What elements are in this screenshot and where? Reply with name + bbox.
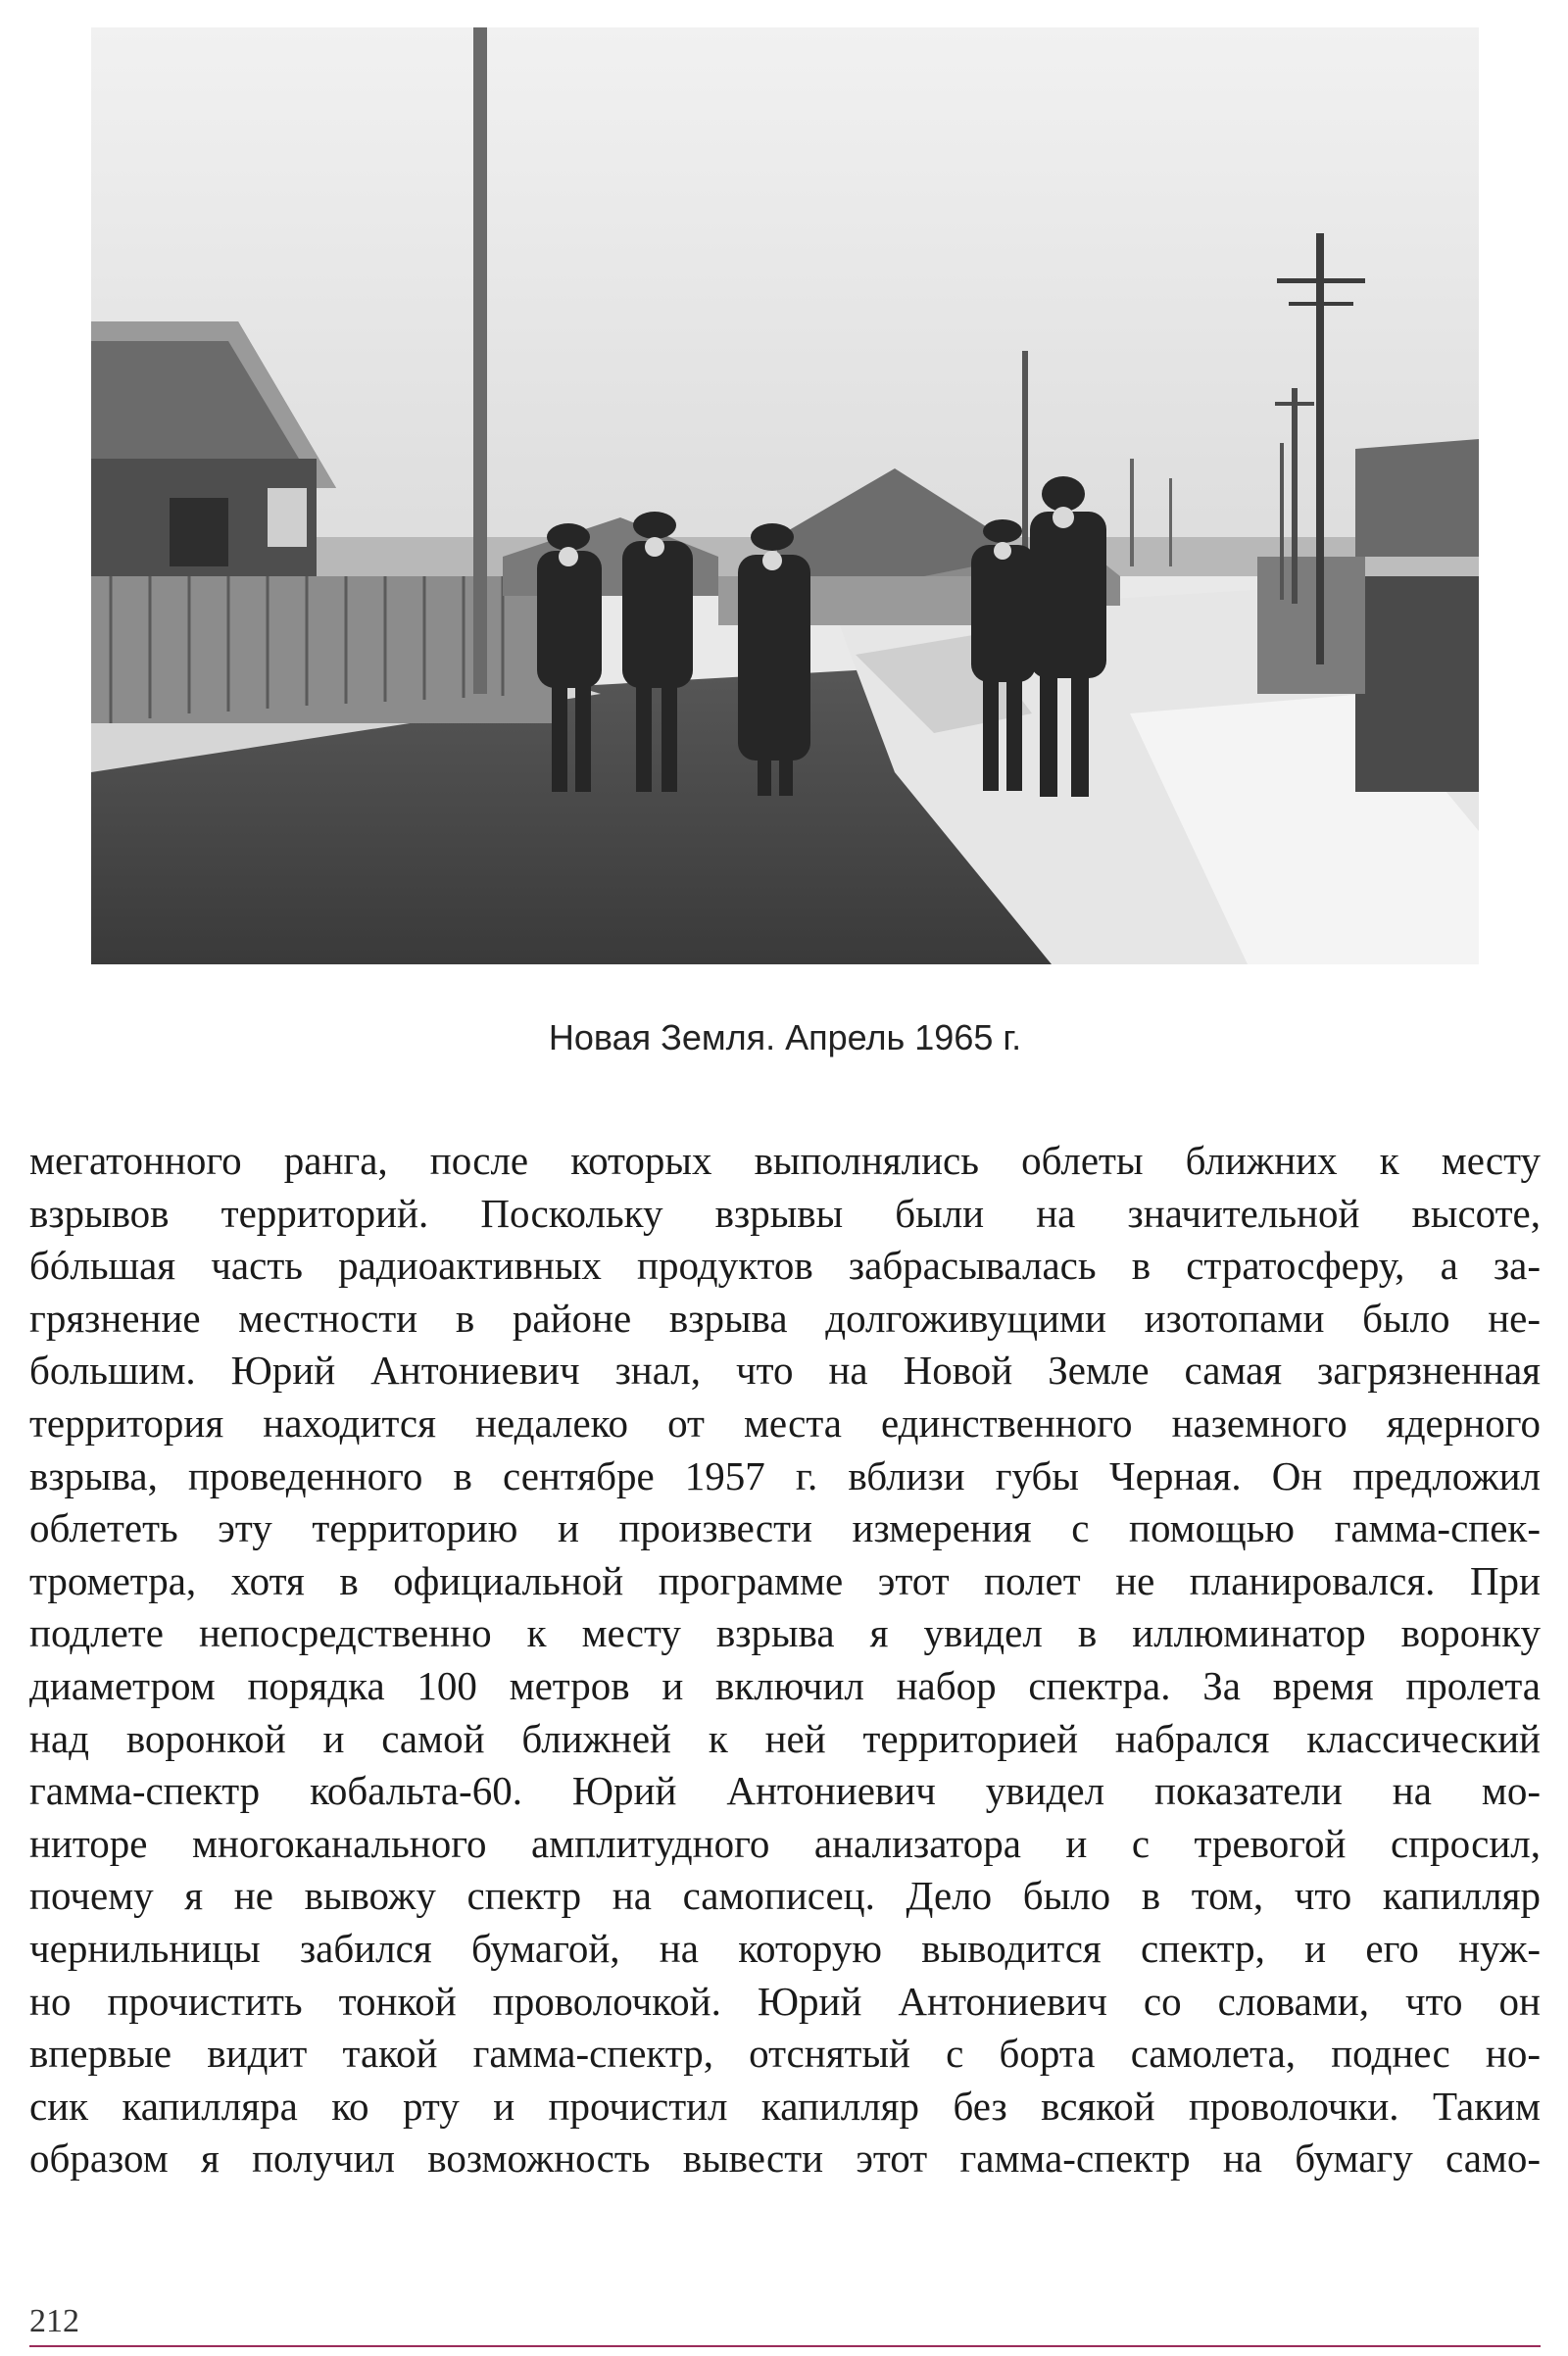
text-line: ниторе многоканального амплитудного анализатора и с тревогой спросил, xyxy=(29,1820,1541,1866)
text-line: трометра, хотя в официальной программе этот полет не планировался. При xyxy=(29,1557,1541,1603)
text-line: чернильницы забился бумагой, на которую выводится спектр, и его нуж- xyxy=(29,1925,1541,1971)
text-line: почему я не вывожу спектр на самописец. Дело было в том, что капилляр xyxy=(29,1873,1541,1919)
body-text xyxy=(29,1135,1541,2185)
footer-rule xyxy=(29,2345,1541,2347)
page-number: 212 xyxy=(29,2303,79,2339)
text-line: гамма-спектр кобальта-60. Юрий Антониевич увидел показатели на мо- xyxy=(29,1768,1541,1814)
text-line: мегатонного ранга, после которых выполнялись облеты ближних к месту xyxy=(29,1138,1541,1183)
text-line: облететь эту территорию и произвести измерения с помощью гамма-спек- xyxy=(29,1505,1541,1551)
text-line: грязнение местности в районе взрыва долгоживущими изотопами было не- xyxy=(29,1295,1541,1341)
text-line: взрывов территорий. Поскольку взрывы были на значительной высоте, xyxy=(29,1190,1541,1236)
text-line: подлете непосредственно к месту взрыва я увидел в иллюминатор воронку xyxy=(29,1610,1541,1656)
photo xyxy=(91,27,1479,964)
text-line: территория находится недалеко от места единственного наземного ядерного xyxy=(29,1399,1541,1446)
text-line: но прочистить тонкой проволочкой. Юрий Антониевич со словами, что он xyxy=(29,1978,1541,2024)
text-line: образом я получил возможность вывести этот гамма-спектр на бумагу само- xyxy=(29,2135,1541,2182)
text-line: бóльшая часть радиоактивных продуктов забрасывалась в стратосферу, а за- xyxy=(29,1243,1541,1289)
text-line: диаметром порядка 100 метров и включил набор спектра. За время пролета xyxy=(29,1662,1541,1708)
figure-caption: Новая Земля. Апрель 1965 г. xyxy=(548,1017,1022,1057)
text-line: сик капилляра ко рту и прочистил капилляр без всякой проволочки. Таким xyxy=(29,2083,1541,2129)
text-line: впервые видит такой гамма-спектр, отснятый с борта самолета, поднес но- xyxy=(29,2031,1541,2077)
photo-image xyxy=(91,27,1479,964)
text-line: большим. Юрий Антониевич знал, что на Новой Земле самая загрязненная xyxy=(29,1348,1541,1394)
text-line: взрыва, проведенного в сентябре 1957 г. вблизи губы Черная. Он предложил xyxy=(29,1452,1541,1498)
text-line: над воронкой и самой ближней к ней территорией набрался классический xyxy=(29,1715,1541,1761)
